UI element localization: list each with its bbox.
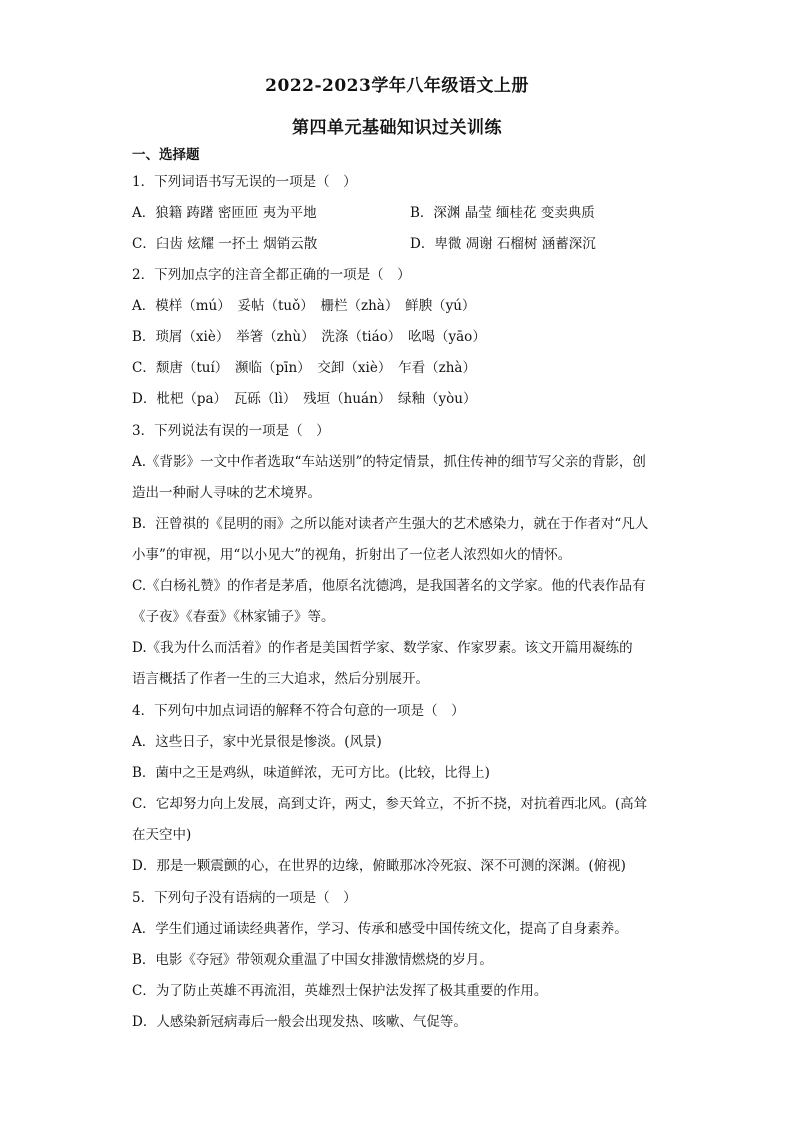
question-2-option-b: B．琐屑（xiè） 举箸（zhù） 洗涤（tiáo） 吆喝（yāo） (132, 329, 486, 345)
question-2-option-d: D．枇杷（pa） 瓦砾（lì） 残垣（huán） 绿釉（yòu） (132, 391, 477, 407)
document-subtitle: 第四单元基础知识过关训练 (292, 118, 502, 138)
question-3-option-d-line2: 语言概括了作者一生的三大追求，然后分别展开。 (132, 671, 429, 687)
question-3-option-b-line1: B．汪曾祺的《昆明的雨》之所以能对读者产生强大的艺术感染力，就在于作者对“凡人 (132, 516, 649, 532)
question-1-option-c: C．臼齿 炫耀 一抔土 烟销云散 (132, 236, 318, 252)
question-4-option-c-line1: C．它却努力向上发展，高到丈许，两丈，参天耸立，不折不挠，对抗着西北风。(高耸 (132, 796, 648, 812)
question-3-option-c-line2: 《子夜》《春蚕》《林家铺子》等。 (132, 609, 335, 625)
question-2-option-c: C．颓唐（tuí） 濒临（pīn） 交卸（xiè） 乍看（zhà） (132, 360, 476, 376)
question-5-option-d: D．人感染新冠病毒后一般会出现发热、咳嗽、气促等。 (132, 1014, 467, 1030)
question-5-option-b: B．电影《夺冠》带领观众重温了中国女排激情燃烧的岁月。 (132, 952, 493, 968)
question-1-stem: 1．下列词语书写无误的一项是（ ） (132, 174, 357, 190)
question-4-option-d: D．那是一颗震颤的心，在世界的边缘，俯瞰那冰冷死寂、深不可测的深渊。(俯视) (132, 858, 626, 874)
question-3-option-a-line2: 造出一种耐人寻味的艺术境界。 (132, 485, 321, 501)
question-3-option-d-line1: D.《我为什么而活着》的作者是美国哲学家、数学家、作家罗素。该文开篇用凝练的 (132, 640, 633, 656)
question-1-option-a: A．狼籍 踌躇 密匝匝 夷为平地 (132, 205, 317, 221)
question-1-option-b: B．深渊 晶莹 缅桂花 变卖典质 (410, 205, 595, 221)
question-5-stem: 5．下列句子没有语病的一项是（ ） (132, 890, 357, 906)
document-title: 2022-2023学年八年级语文上册 (265, 76, 529, 96)
question-5-option-c: C．为了防止英雄不再流泪，英雄烈士保护法发挥了极其重要的作用。 (132, 983, 548, 999)
question-4-stem: 4．下列句中加点词语的解释不符合句意的一项是（ ） (132, 703, 465, 719)
question-3-stem: 3．下列说法有误的一项是（ ） (132, 423, 330, 439)
question-3-option-b-line2: 小事”的审视，用“以小见大”的视角，折射出了一位老人浓烈如火的情怀。 (132, 547, 572, 563)
question-5-option-a: A．学生们通过诵读经典著作，学习、传承和感受中国传统文化，提高了自身素养。 (132, 921, 628, 937)
question-4-option-b: B．菌中之王是鸡纵，味道鲜浓，无可方比。(比较，比得上) (132, 765, 490, 781)
question-3-option-a-line1: A.《背影》一文中作者选取“车站送别”的特定情景，抓住传神的细节写父亲的背影，创 (132, 454, 646, 470)
question-3-option-c-line1: C.《白杨礼赞》的作者是茅盾，他原名沈德鸿，是我国著名的文学家。他的代表作品有 (132, 578, 646, 594)
question-4-option-a: A．这些日子，家中光景很是惨淡。(风景) (132, 734, 382, 750)
section-heading: 一、选择题 (132, 147, 200, 163)
question-2-stem: 2．下列加点字的注音全都正确的一项是（ ） (132, 267, 411, 283)
question-2-option-a: A．模样（mú） 妥帖（tuǒ） 栅栏（zhà） 鲜腴（yú） (132, 298, 476, 314)
question-4-option-c-line2: 在天空中) (132, 827, 192, 843)
question-1-option-d: D．卑微 凋谢 石榴树 涵蓄深沉 (410, 236, 596, 252)
